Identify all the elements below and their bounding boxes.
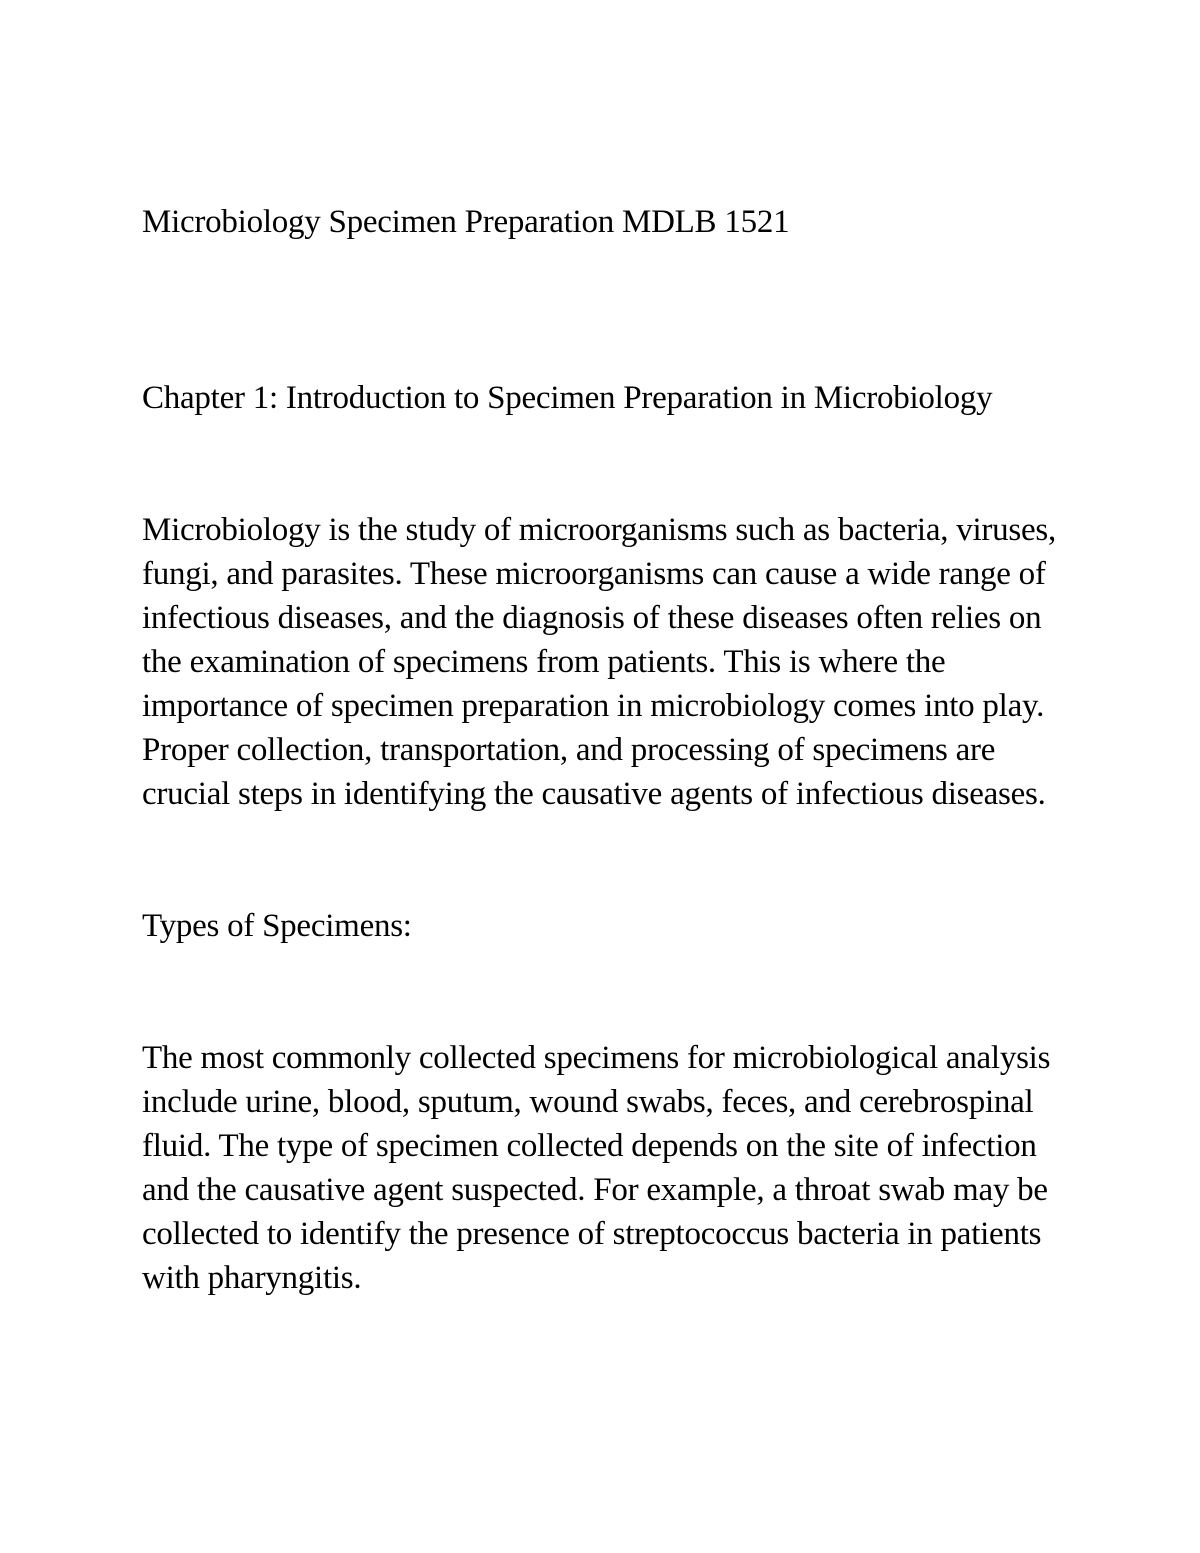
section-heading: Types of Specimens: bbox=[142, 908, 412, 944]
document-title: Microbiology Specimen Preparation MDLB 1521 bbox=[142, 204, 790, 240]
section-paragraph: The most commonly collected specimens for microbiological analysis include urine, blood, sputum, wound swabs, feces, and cerebrospinal fluid. The type of specimen collected depends on the site of infection and the causative agent suspected. For example, a throat swab may be collected to identify the presence of streptococcus bacteria in patients with pharyngitis. bbox=[142, 1040, 1051, 1296]
chapter-heading: Chapter 1: Introduction to Specimen Preparation in Microbiology bbox=[142, 380, 993, 416]
intro-paragraph: Microbiology is the study of microorganisms such as bacteria, viruses, fungi, and parasites. These microorganisms can cause a wide range of infectious diseases, and the diagnosis of these diseases often relies on the examination of specimens from patients. This is where the importance of specimen preparation in microbiology comes into play. Proper collection, transportation, and processing of specimens are crucial steps in identifying the causative agents of infectious diseases. bbox=[142, 512, 1056, 812]
document-body bbox=[142, 200, 1072, 1300]
